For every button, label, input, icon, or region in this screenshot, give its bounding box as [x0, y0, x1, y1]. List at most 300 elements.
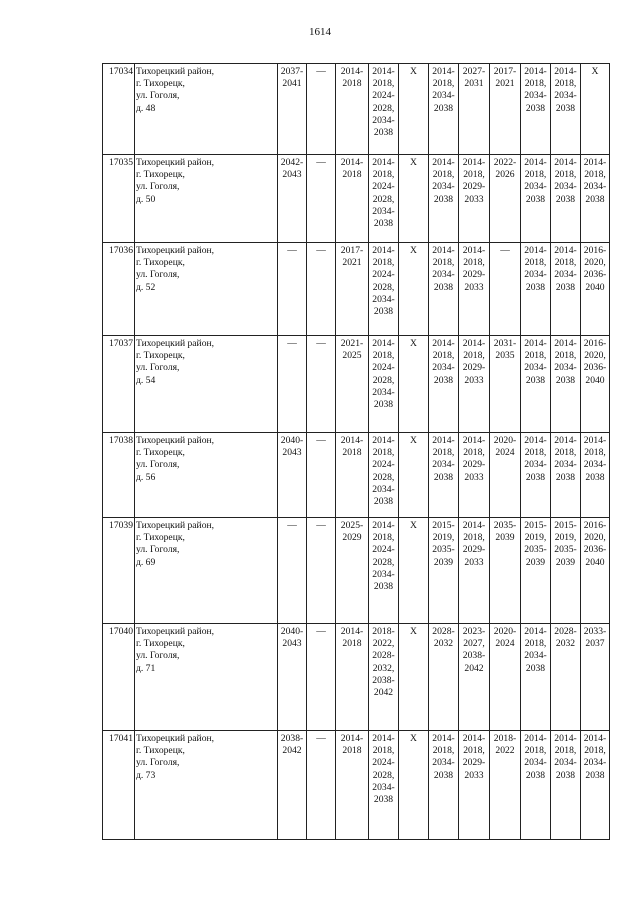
period-line: 2028,	[372, 102, 395, 114]
period-line: 2018,	[432, 350, 455, 362]
period-line: 2025-	[340, 520, 364, 531]
period-line: 2020-	[493, 626, 517, 637]
period-line: 2021	[495, 78, 515, 90]
schedule-cell	[581, 155, 610, 243]
schedule-cell	[581, 64, 610, 155]
period-line: 2018,	[554, 78, 577, 90]
period-line: 2038	[585, 193, 605, 205]
period-line: 2024-	[372, 544, 395, 556]
address-line: г. Тихорецк,	[136, 350, 185, 362]
period-line: 2018-	[372, 626, 395, 637]
period-line: 2016-	[583, 245, 607, 256]
address-cell	[135, 243, 278, 336]
period-line: 2018,	[524, 350, 547, 362]
schedule-cell	[521, 731, 551, 840]
schedule-cell	[336, 155, 369, 243]
period-line: 2014-	[583, 157, 607, 168]
dash-mark: —	[316, 245, 326, 256]
period-line: 2018,	[372, 532, 395, 544]
period-line: 2019,	[432, 532, 455, 544]
period-line: 2024-	[372, 269, 395, 281]
not-applicable-mark: X	[410, 245, 417, 256]
period-line: 2038	[555, 374, 576, 386]
period-line: 2029-	[462, 362, 486, 374]
period-line: 2034-	[554, 757, 577, 769]
period-line: 2014-	[554, 435, 577, 446]
period-line: 2036-	[583, 362, 607, 374]
address-line: Тихорецкий район,	[136, 245, 215, 256]
address-line: ул. Гоголя,	[136, 650, 180, 662]
schedule-cell	[459, 64, 490, 155]
address-line: д. 69	[136, 556, 156, 568]
period-line: 2014-	[462, 733, 486, 744]
period-line: 2025	[342, 350, 362, 362]
period-line: 2036-	[583, 269, 607, 281]
period-line: 2014-	[462, 338, 486, 349]
period-line: 2018,	[524, 447, 547, 459]
not-applicable-mark: X	[410, 520, 417, 531]
address-line: д. 73	[136, 769, 156, 781]
schedule-cell	[307, 518, 336, 624]
address-line: д. 56	[136, 471, 156, 483]
schedule-cell	[278, 731, 307, 840]
schedule-cell	[581, 243, 610, 336]
period-line: 2015-	[524, 520, 547, 531]
address-cell	[135, 624, 278, 731]
period-line: 2017-	[493, 66, 517, 77]
schedule-cell	[521, 518, 551, 624]
row-number-cell: 17040	[103, 624, 135, 731]
table-body	[103, 64, 610, 840]
schedule-cell	[307, 624, 336, 731]
period-line: 2034-	[583, 459, 607, 471]
schedule-cell	[551, 155, 581, 243]
period-line: 2043	[282, 169, 302, 181]
period-line: 2028-	[554, 626, 577, 637]
schedule-cell	[521, 64, 551, 155]
period-line: 2018,	[463, 745, 485, 757]
schedule-cell	[459, 518, 490, 624]
period-line: 2018,	[372, 257, 395, 269]
housing-repair-schedule-table	[102, 63, 610, 840]
table-row	[103, 243, 610, 336]
schedule-cell	[307, 243, 336, 336]
period-line: 2014-	[554, 66, 577, 77]
schedule-cell	[307, 155, 336, 243]
schedule-cell	[490, 731, 521, 840]
period-line: 2018,	[524, 169, 547, 181]
period-line: 2034-	[372, 114, 395, 126]
schedule-cell	[429, 433, 459, 518]
row-number-cell: 17034	[103, 64, 135, 155]
schedule-cell	[336, 433, 369, 518]
period-line: 2018,	[463, 169, 485, 181]
period-line: 2014-	[340, 626, 364, 637]
period-line: 2027-	[462, 66, 486, 77]
not-applicable-mark: X	[410, 157, 417, 168]
period-line: 2034-	[372, 386, 395, 398]
period-line: 2038	[555, 193, 576, 205]
schedule-cell	[429, 731, 459, 840]
period-line: 2033	[464, 281, 484, 293]
period-line: 2034-	[372, 293, 395, 305]
period-line: 2023-	[462, 626, 486, 637]
period-line: 2019,	[524, 532, 547, 544]
schedule-cell	[369, 624, 399, 731]
period-line: 2034-	[554, 90, 577, 102]
period-line: 2043	[282, 447, 302, 459]
schedule-cell	[399, 64, 429, 155]
period-line: 2018,	[463, 532, 485, 544]
period-line: 2034-	[432, 181, 455, 193]
schedule-cell	[369, 433, 399, 518]
schedule-cell	[581, 624, 610, 731]
period-line: 2014-	[462, 520, 486, 531]
address-cell	[135, 155, 278, 243]
period-line: 2034-	[554, 269, 577, 281]
period-line: 2020,	[584, 350, 606, 362]
period-line: 2038	[433, 102, 454, 114]
address-line: Тихорецкий район,	[136, 66, 215, 77]
period-line: 2014-	[340, 435, 364, 446]
period-line: 2018,	[372, 745, 395, 757]
address-line: ул. Гоголя,	[136, 181, 180, 193]
not-applicable-mark: X	[410, 338, 417, 349]
period-line: 2034-	[372, 568, 395, 580]
period-line: 2034-	[432, 90, 455, 102]
period-line: 2038	[373, 218, 394, 230]
period-line: 2014-	[372, 520, 395, 531]
period-line: 2034-	[554, 362, 577, 374]
period-line: 2038	[433, 769, 454, 781]
schedule-cell	[278, 624, 307, 731]
period-line: 2022,	[372, 638, 395, 650]
address-line: д. 54	[136, 374, 156, 386]
period-line: 2014-	[462, 245, 486, 256]
period-line: 2039	[433, 556, 454, 568]
period-line: 2029-	[462, 544, 486, 556]
period-line: 2014-	[524, 733, 547, 744]
period-line: 2018,	[432, 257, 455, 269]
address-cell	[135, 64, 278, 155]
period-line: 2043	[282, 638, 302, 650]
schedule-cell	[369, 155, 399, 243]
period-line: 2032	[555, 638, 576, 650]
dash-mark: —	[287, 520, 297, 531]
period-line: 2018,	[554, 257, 577, 269]
period-line: 2038-	[372, 674, 395, 686]
period-line: 2029-	[462, 757, 486, 769]
period-line: 2020,	[584, 257, 606, 269]
period-line: 2014-	[372, 435, 395, 446]
schedule-cell	[429, 64, 459, 155]
period-line: 2033	[464, 471, 484, 483]
dash-mark: —	[316, 626, 326, 637]
schedule-cell	[278, 64, 307, 155]
not-applicable-mark: X	[410, 733, 417, 744]
address-line: ул. Гоголя,	[136, 90, 180, 102]
period-line: 2014-	[462, 157, 486, 168]
address-cell	[135, 731, 278, 840]
schedule-cell	[429, 624, 459, 731]
period-line: 2021-	[340, 338, 364, 349]
period-line: 2034-	[432, 459, 455, 471]
period-line: 2014-	[432, 338, 455, 349]
period-line: 2018,	[524, 257, 547, 269]
period-line: 2038	[525, 281, 546, 293]
period-line: 2033	[464, 374, 484, 386]
period-line: 2024-	[372, 757, 395, 769]
schedule-cell	[551, 731, 581, 840]
period-line: 2021	[342, 257, 362, 269]
dash-mark: —	[287, 338, 297, 349]
period-line: 2028,	[372, 281, 395, 293]
period-line: 2038-	[280, 733, 304, 744]
dash-mark: —	[316, 338, 326, 349]
period-line: 2016-	[583, 338, 607, 349]
period-line: 2024	[495, 638, 515, 650]
period-line: 2038	[433, 193, 454, 205]
period-line: 2034-	[554, 181, 577, 193]
address-line: г. Тихорецк,	[136, 447, 185, 459]
period-line: 2014-	[372, 733, 395, 744]
period-line: 2014-	[524, 66, 547, 77]
period-line: 2028-	[432, 626, 455, 637]
dash-mark: —	[316, 435, 326, 446]
period-line: 2038	[525, 662, 546, 674]
period-line: 2034-	[432, 269, 455, 281]
schedule-cell	[521, 243, 551, 336]
address-line: д. 48	[136, 102, 156, 114]
period-line: 2028,	[372, 556, 395, 568]
schedule-cell	[551, 518, 581, 624]
period-line: 2018,	[432, 169, 455, 181]
not-applicable-mark: X	[410, 626, 417, 637]
schedule-cell	[429, 155, 459, 243]
address-line: г. Тихорецк,	[136, 638, 185, 650]
period-line: 2018,	[524, 78, 547, 90]
period-line: 2027,	[463, 638, 485, 650]
period-line: 2029-	[462, 181, 486, 193]
period-line: 2022-	[493, 157, 517, 168]
period-line: 2014-	[554, 338, 577, 349]
address-line: д. 71	[136, 662, 156, 674]
period-line: 2018,	[463, 447, 485, 459]
schedule-cell	[490, 624, 521, 731]
address-line: г. Тихорецк,	[136, 745, 185, 757]
schedule-cell	[369, 336, 399, 433]
period-line: 2035-	[524, 544, 547, 556]
period-line: 2038	[373, 399, 394, 411]
schedule-cell	[369, 518, 399, 624]
period-line: 2018,	[554, 745, 577, 757]
period-line: 2031-	[493, 338, 517, 349]
period-line: 2024-	[372, 181, 395, 193]
address-line: ул. Гоголя,	[136, 544, 180, 556]
period-line: 2018,	[524, 638, 547, 650]
period-line: 2026	[495, 169, 515, 181]
period-line: 2034-	[372, 781, 395, 793]
row-number-cell: 17039	[103, 518, 135, 624]
period-line: 2018	[342, 169, 362, 181]
period-line: 2015-	[432, 520, 455, 531]
period-line: 2038	[373, 581, 394, 593]
schedule-cell	[459, 155, 490, 243]
schedule-cell	[490, 155, 521, 243]
period-line: 2018,	[584, 447, 606, 459]
address-line: г. Тихорецк,	[136, 169, 185, 181]
period-line: 2040-	[280, 435, 304, 446]
period-line: 2018,	[432, 447, 455, 459]
period-line: 2035-	[554, 544, 577, 556]
period-line: 2034-	[524, 181, 547, 193]
period-line: 2038	[433, 374, 454, 386]
period-line: 2018,	[372, 447, 395, 459]
table-row	[103, 731, 610, 840]
period-line: 2024-	[372, 459, 395, 471]
period-line: 2034-	[372, 205, 395, 217]
period-line: 2038	[525, 102, 546, 114]
period-line: 2037	[585, 638, 605, 650]
schedule-cell	[399, 155, 429, 243]
period-line: 2018,	[584, 745, 606, 757]
period-line: 2018-	[493, 733, 517, 744]
period-line: 2028,	[372, 769, 395, 781]
address-line: ул. Гоголя,	[136, 269, 180, 281]
period-line: 2018,	[584, 169, 606, 181]
period-line: 2038	[555, 471, 576, 483]
period-line: 2034-	[524, 757, 547, 769]
period-line: 2039	[495, 532, 515, 544]
period-line: 2032,	[372, 662, 395, 674]
period-line: 2024-	[372, 90, 395, 102]
period-line: 2018,	[554, 350, 577, 362]
period-line: 2035	[495, 350, 515, 362]
period-line: 2033-	[583, 626, 607, 637]
schedule-cell	[459, 433, 490, 518]
period-line: 2034-	[583, 757, 607, 769]
schedule-cell	[521, 624, 551, 731]
period-line: 2038	[555, 281, 576, 293]
period-line: 2034-	[524, 362, 547, 374]
schedule-cell	[551, 64, 581, 155]
not-applicable-mark: X	[410, 435, 417, 446]
period-line: 2041	[282, 78, 302, 90]
period-line: 2040	[585, 556, 605, 568]
schedule-cell	[336, 64, 369, 155]
dash-mark: —	[316, 520, 326, 531]
schedule-cell	[336, 731, 369, 840]
period-line: 2018,	[554, 447, 577, 459]
not-applicable-mark: X	[591, 66, 599, 77]
dash-mark: —	[316, 157, 326, 168]
period-line: 2018	[342, 745, 362, 757]
period-line: 2016-	[583, 520, 607, 531]
period-line: 2014-	[583, 733, 607, 744]
period-line: 2034-	[583, 181, 607, 193]
schedule-cell	[459, 624, 490, 731]
schedule-cell	[581, 433, 610, 518]
row-number-cell: 17036	[103, 243, 135, 336]
schedule-cell	[278, 243, 307, 336]
period-line: 2040	[585, 281, 605, 293]
period-line: 2014-	[524, 626, 547, 637]
schedule-cell	[521, 155, 551, 243]
not-applicable-mark: X	[410, 66, 417, 77]
schedule-cell	[490, 64, 521, 155]
address-line: г. Тихорецк,	[136, 78, 185, 90]
period-line: 2018	[342, 638, 362, 650]
table-row	[103, 155, 610, 243]
row-number-cell: 17035	[103, 155, 135, 243]
period-line: 2019,	[554, 532, 577, 544]
period-line: 2018,	[372, 350, 395, 362]
period-line: 2028,	[372, 374, 395, 386]
period-line: 2014-	[340, 733, 364, 744]
schedule-cell	[278, 155, 307, 243]
schedule-cell	[429, 336, 459, 433]
period-line: 2042	[282, 745, 302, 757]
period-line: 2029-	[462, 269, 486, 281]
schedule-cell	[551, 243, 581, 336]
period-line: 2036-	[583, 544, 607, 556]
period-line: 2038	[585, 471, 605, 483]
period-line: 2034-	[524, 269, 547, 281]
period-line: 2018	[342, 78, 362, 90]
period-line: 2014-	[524, 435, 547, 446]
period-line: 2014-	[524, 338, 547, 349]
period-line: 2017-	[340, 245, 364, 256]
period-line: 2033	[464, 556, 484, 568]
period-line: 2042	[373, 687, 394, 699]
dash-mark: —	[500, 245, 510, 256]
schedule-cell	[278, 433, 307, 518]
period-line: 2018,	[432, 745, 455, 757]
period-line: 2042-	[280, 157, 304, 168]
period-line: 2038	[373, 794, 394, 806]
schedule-cell	[459, 731, 490, 840]
period-line: 2032	[433, 638, 454, 650]
period-line: 2014-	[583, 435, 607, 446]
dash-mark: —	[316, 733, 326, 744]
row-number-cell: 17038	[103, 433, 135, 518]
period-line: 2014-	[432, 245, 455, 256]
period-line: 2029	[342, 532, 362, 544]
period-line: 2014-	[340, 157, 364, 168]
period-line: 2024-	[372, 362, 395, 374]
address-line: Тихорецкий район,	[136, 733, 215, 744]
period-line: 2033	[464, 769, 484, 781]
address-line: ул. Гоголя,	[136, 362, 180, 374]
period-line: 2014-	[340, 66, 364, 77]
period-line: 2038	[585, 769, 605, 781]
page-number: 1614	[309, 26, 331, 38]
table-row	[103, 624, 610, 731]
schedule-cell	[429, 243, 459, 336]
schedule-cell	[336, 243, 369, 336]
period-line: 2040-	[280, 626, 304, 637]
period-line: 2034-	[524, 459, 547, 471]
address-line: д. 52	[136, 281, 156, 293]
period-line: 2014-	[432, 435, 455, 446]
period-line: 2014-	[524, 157, 547, 168]
period-line: 2034-	[432, 362, 455, 374]
period-line: 2028-	[372, 650, 395, 662]
schedule-cell	[399, 433, 429, 518]
period-line: 2042	[464, 662, 484, 674]
row-number-cell: 17037	[103, 336, 135, 433]
period-line: 2014-	[372, 245, 395, 256]
